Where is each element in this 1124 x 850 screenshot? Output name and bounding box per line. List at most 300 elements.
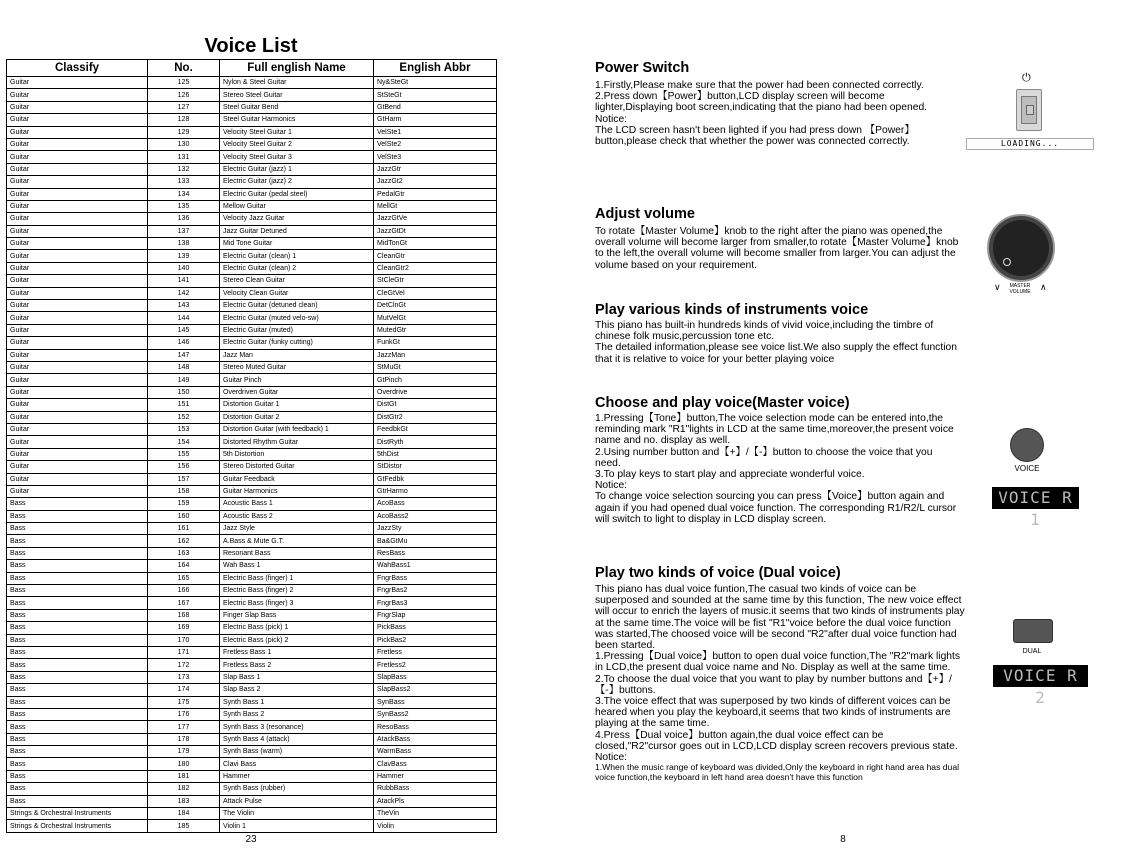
cell-abbr: ResBass <box>374 547 497 559</box>
cell-full-name: Slap Bass 2 <box>220 684 374 696</box>
cell-classify: Guitar <box>7 225 148 237</box>
cell-abbr: TheVin <box>374 808 497 820</box>
cell-full-name: A.Bass & Mute G.T. <box>220 535 374 547</box>
cell-full-name: Jazz Man <box>220 349 374 361</box>
table-row <box>7 275 497 287</box>
cell-abbr: JazzGtVe <box>374 213 497 225</box>
cell-abbr: Fretless <box>374 646 497 658</box>
table-row <box>7 436 497 448</box>
table-row <box>7 176 497 188</box>
cell-no: 159 <box>148 498 220 510</box>
cell-full-name: Distortion Guitar 1 <box>220 399 374 411</box>
table-row <box>7 238 497 250</box>
cell-classify: Guitar <box>7 262 148 274</box>
cell-abbr: WarmBass <box>374 746 497 758</box>
voice-button-icon <box>1010 428 1044 462</box>
cell-classify: Guitar <box>7 200 148 212</box>
cell-abbr: FngrSlap <box>374 609 497 621</box>
table-row <box>7 535 497 547</box>
page-number: 8 <box>840 834 846 845</box>
table-row <box>7 770 497 782</box>
lcd-loading-display: LOADING... <box>966 138 1094 150</box>
cell-abbr: CleGtVel <box>374 287 497 299</box>
cell-classify: Guitar <box>7 126 148 138</box>
cell-no: 135 <box>148 200 220 212</box>
cell-no: 139 <box>148 250 220 262</box>
cell-abbr: WahBass1 <box>374 560 497 572</box>
cell-no: 174 <box>148 684 220 696</box>
cell-classify: Guitar <box>7 250 148 262</box>
header-no: No. <box>148 60 220 77</box>
paragraph: Notice: <box>595 752 628 764</box>
cell-no: 167 <box>148 597 220 609</box>
table-row <box>7 820 497 832</box>
cell-classify: Bass <box>7 733 148 745</box>
cell-full-name: 5th Distortion <box>220 448 374 460</box>
cell-abbr: RubbBass <box>374 783 497 795</box>
volume-down-icon: ∨ <box>994 282 1001 292</box>
cell-no: 127 <box>148 101 220 113</box>
table-row <box>7 696 497 708</box>
cell-no: 132 <box>148 163 220 175</box>
cell-abbr: Overdrive <box>374 386 497 398</box>
label-line: VOLUME <box>1009 289 1031 295</box>
table-row <box>7 597 497 609</box>
cell-abbr: VelSte3 <box>374 151 497 163</box>
cell-full-name: Electric Guitar (jazz) 2 <box>220 176 374 188</box>
cell-classify: Bass <box>7 622 148 634</box>
cell-classify: Guitar <box>7 423 148 435</box>
paragraph: 3.To play keys to start play and appreciate wonderful voice. <box>595 469 865 481</box>
cell-abbr: StDistor <box>374 461 497 473</box>
cell-no: 158 <box>148 485 220 497</box>
cell-full-name: Velocity Steel Guitar 1 <box>220 126 374 138</box>
table-row <box>7 312 497 324</box>
cell-abbr: GtFedbk <box>374 473 497 485</box>
cell-abbr: StCleGtr <box>374 275 497 287</box>
cell-no: 180 <box>148 758 220 770</box>
paragraph: 3.The voice effect that was superposed by two kinds of different voices can be heared when you play the keyboard,it seems that two kinds of instruments are playing at the same time. <box>595 696 951 730</box>
table-row <box>7 622 497 634</box>
table-row <box>7 300 497 312</box>
cell-abbr: StSteGt <box>374 89 497 101</box>
cell-full-name: Distortion Guitar (with feedback) 1 <box>220 423 374 435</box>
cell-no: 153 <box>148 423 220 435</box>
cell-full-name: Electric Guitar (muted velo-sw) <box>220 312 374 324</box>
cell-classify: Bass <box>7 498 148 510</box>
cell-no: 148 <box>148 361 220 373</box>
instruments-voice-heading: Play various kinds of instruments voice <box>595 302 869 318</box>
cell-no: 172 <box>148 659 220 671</box>
cell-classify: Guitar <box>7 287 148 299</box>
cell-classify: Bass <box>7 560 148 572</box>
cell-classify: Guitar <box>7 238 148 250</box>
header-abbr: English Abbr <box>374 60 497 77</box>
cell-full-name: Resonant Bass <box>220 547 374 559</box>
cell-abbr: Violin <box>374 820 497 832</box>
cell-no: 154 <box>148 436 220 448</box>
table-row <box>7 783 497 795</box>
cell-classify: Bass <box>7 597 148 609</box>
dual-button-label: DUAL <box>1022 648 1042 655</box>
table-row <box>7 324 497 336</box>
cell-abbr: MutedGtr <box>374 324 497 336</box>
cell-full-name: Electric Guitar (detuned clean) <box>220 300 374 312</box>
cell-no: 136 <box>148 213 220 225</box>
cell-abbr: DistGt <box>374 399 497 411</box>
cell-full-name: Slap Bass 1 <box>220 671 374 683</box>
cell-abbr: AcoBass2 <box>374 510 497 522</box>
table-row <box>7 808 497 820</box>
cell-abbr: CleanGtr2 <box>374 262 497 274</box>
table-row <box>7 461 497 473</box>
cell-classify: Bass <box>7 535 148 547</box>
cell-abbr: ResoBass <box>374 721 497 733</box>
cell-no: 143 <box>148 300 220 312</box>
table-row <box>7 250 497 262</box>
table-row <box>7 138 497 150</box>
table-row <box>7 386 497 398</box>
cell-full-name: Synth Bass 4 (attack) <box>220 733 374 745</box>
table-row <box>7 733 497 745</box>
table-row <box>7 795 497 807</box>
cell-no: 144 <box>148 312 220 324</box>
table-row <box>7 361 497 373</box>
cell-no: 161 <box>148 523 220 535</box>
table-row <box>7 213 497 225</box>
table-row <box>7 547 497 559</box>
dual-button-icon <box>1013 619 1053 643</box>
cell-full-name: Stereo Steel Guitar <box>220 89 374 101</box>
cell-abbr: Ny&SteGt <box>374 77 497 89</box>
cell-no: 169 <box>148 622 220 634</box>
cell-full-name: Synth Bass 1 <box>220 696 374 708</box>
cell-classify: Guitar <box>7 312 148 324</box>
table-row <box>7 572 497 584</box>
cell-classify: Guitar <box>7 436 148 448</box>
cell-abbr: 5thDist <box>374 448 497 460</box>
table-row <box>7 89 497 101</box>
cell-no: 134 <box>148 188 220 200</box>
paragraph: This piano has built-in hundreds kinds of vivid voice,including the timbre of chinese folk music,percussion tone etc. <box>595 320 934 343</box>
cell-classify: Guitar <box>7 349 148 361</box>
table-row <box>7 399 497 411</box>
cell-abbr: MutVelGt <box>374 312 497 324</box>
cell-no: 157 <box>148 473 220 485</box>
cell-classify: Bass <box>7 696 148 708</box>
cell-no: 151 <box>148 399 220 411</box>
paragraph: The LCD screen hasn't been lighted if you had press down 【Power】button,please check that whether the power was connected correctly. <box>595 124 915 148</box>
cell-abbr: StMuGt <box>374 361 497 373</box>
cell-classify: Guitar <box>7 114 148 126</box>
instruments-voice-text <box>595 320 960 365</box>
cell-full-name: Mellow Guitar <box>220 200 374 212</box>
cell-no: 138 <box>148 238 220 250</box>
cell-classify: Guitar <box>7 188 148 200</box>
table-row <box>7 473 497 485</box>
table-row <box>7 287 497 299</box>
table-row <box>7 114 497 126</box>
cell-no: 160 <box>148 510 220 522</box>
cell-full-name: Distorted Rhythm Guitar <box>220 436 374 448</box>
cell-no: 182 <box>148 783 220 795</box>
table-row <box>7 758 497 770</box>
cell-no: 156 <box>148 461 220 473</box>
cell-classify: Guitar <box>7 485 148 497</box>
cell-full-name: Electric Bass (pick) 1 <box>220 622 374 634</box>
cell-no: 181 <box>148 770 220 782</box>
dual-voice-text <box>595 584 967 782</box>
cell-no: 183 <box>148 795 220 807</box>
cell-classify: Bass <box>7 721 148 733</box>
table-row <box>7 77 497 89</box>
cell-full-name: Nylon & Steel Guitar <box>220 77 374 89</box>
table-row <box>7 634 497 646</box>
table-row <box>7 225 497 237</box>
master-volume-knob-icon <box>987 214 1055 282</box>
choose-voice-heading: Choose and play voice(Master voice) <box>595 395 850 411</box>
cell-classify: Bass <box>7 572 148 584</box>
table-header-row <box>7 60 497 77</box>
cell-full-name: Electric Bass (finger) 1 <box>220 572 374 584</box>
cell-abbr: GtHarm <box>374 114 497 126</box>
cell-full-name: Electric Guitar (pedal steel) <box>220 188 374 200</box>
cell-classify: Bass <box>7 746 148 758</box>
cell-full-name: The Violin <box>220 808 374 820</box>
cell-no: 173 <box>148 671 220 683</box>
cell-classify: Bass <box>7 671 148 683</box>
cell-abbr: AcoBass <box>374 498 497 510</box>
cell-full-name: Distortion Guitar 2 <box>220 411 374 423</box>
cell-classify: Bass <box>7 659 148 671</box>
cell-abbr: GtrHarmo <box>374 485 497 497</box>
cell-classify: Guitar <box>7 386 148 398</box>
cell-classify: Bass <box>7 684 148 696</box>
cell-full-name: Stereo Clean Guitar <box>220 275 374 287</box>
adjust-volume-heading: Adjust volume <box>595 206 695 222</box>
cell-no: 165 <box>148 572 220 584</box>
cell-classify: Bass <box>7 547 148 559</box>
lcd-voice-r2-display: VOICE R 2 <box>993 665 1088 687</box>
cell-abbr: Hammer <box>374 770 497 782</box>
cell-full-name: Wah Bass 1 <box>220 560 374 572</box>
table-row <box>7 448 497 460</box>
cell-classify: Guitar <box>7 374 148 386</box>
cell-full-name: Steel Guitar Bend <box>220 101 374 113</box>
table-row <box>7 671 497 683</box>
cell-abbr: SlapBass2 <box>374 684 497 696</box>
table-row <box>7 609 497 621</box>
cell-no: 168 <box>148 609 220 621</box>
cell-full-name: Violin 1 <box>220 820 374 832</box>
cell-abbr: FeedbkGt <box>374 423 497 435</box>
table-row <box>7 523 497 535</box>
cell-full-name: Acoustic Bass 2 <box>220 510 374 522</box>
cell-classify: Guitar <box>7 399 148 411</box>
cell-abbr: ClavBass <box>374 758 497 770</box>
cell-abbr: SlapBass <box>374 671 497 683</box>
cell-full-name: Electric Guitar (clean) 2 <box>220 262 374 274</box>
cell-no: 164 <box>148 560 220 572</box>
cell-classify: Guitar <box>7 275 148 287</box>
power-icon: ⏻ <box>1022 72 1031 84</box>
cell-classify: Guitar <box>7 213 148 225</box>
cell-no: 175 <box>148 696 220 708</box>
cell-no: 176 <box>148 708 220 720</box>
cell-abbr: FngrBas3 <box>374 597 497 609</box>
cell-abbr: JazzSty <box>374 523 497 535</box>
power-switch-heading: Power Switch <box>595 60 690 76</box>
cell-full-name: Hammer <box>220 770 374 782</box>
table-row <box>7 101 497 113</box>
cell-no: 178 <box>148 733 220 745</box>
table-row <box>7 746 497 758</box>
cell-no: 126 <box>148 89 220 101</box>
cell-full-name: Stereo Muted Guitar <box>220 361 374 373</box>
table-row <box>7 163 497 175</box>
cell-abbr: PedalGtr <box>374 188 497 200</box>
cell-full-name: Electric Guitar (funky cutting) <box>220 337 374 349</box>
table-row <box>7 721 497 733</box>
cell-abbr: VelSte2 <box>374 138 497 150</box>
cell-abbr: CleanGtr <box>374 250 497 262</box>
cell-abbr: MellGt <box>374 200 497 212</box>
cell-full-name: Jazz Style <box>220 523 374 535</box>
cell-no: 150 <box>148 386 220 398</box>
paragraph: 2.Using number button and【+】/【-】button to choose the voice that you need. <box>595 446 933 469</box>
cell-no: 179 <box>148 746 220 758</box>
cell-no: 145 <box>148 324 220 336</box>
table-row <box>7 498 497 510</box>
cell-full-name: Synth Bass 3 (resonance) <box>220 721 374 733</box>
cell-abbr: SynBass <box>374 696 497 708</box>
table-row <box>7 151 497 163</box>
cell-full-name: Electric Guitar (clean) 1 <box>220 250 374 262</box>
table-row <box>7 646 497 658</box>
cell-classify: Bass <box>7 646 148 658</box>
dual-voice-heading: Play two kinds of voice (Dual voice) <box>595 565 841 581</box>
cell-no: 170 <box>148 634 220 646</box>
cell-classify: Bass <box>7 634 148 646</box>
cell-classify: Bass <box>7 708 148 720</box>
master-volume-label <box>1000 283 1040 295</box>
paragraph: 1.Pressing【Dual voice】button to open dual voice function,The "R2"mark lights in LCD,the present dual voice name and No. Display as well at the same time. <box>595 651 961 674</box>
cell-full-name: Electric Bass (finger) 3 <box>220 597 374 609</box>
cell-full-name: Fretless Bass 1 <box>220 646 374 658</box>
cell-classify: Guitar <box>7 176 148 188</box>
table-row <box>7 684 497 696</box>
cell-full-name: Guitar Pinch <box>220 374 374 386</box>
cell-classify: Bass <box>7 510 148 522</box>
cell-no: 125 <box>148 77 220 89</box>
voice-button-label: VOICE <box>1014 464 1040 473</box>
cell-classify: Guitar <box>7 448 148 460</box>
cell-abbr: DistGtr2 <box>374 411 497 423</box>
voice-list-title: Voice List <box>204 35 298 57</box>
power-switch-text <box>595 80 960 147</box>
cell-abbr: DetClnGt <box>374 300 497 312</box>
cell-classify: Guitar <box>7 411 148 423</box>
cell-no: 141 <box>148 275 220 287</box>
table-row <box>7 262 497 274</box>
cell-full-name: Synth Bass (warm) <box>220 746 374 758</box>
cell-abbr: Fretless2 <box>374 659 497 671</box>
paragraph: 1.Pressing【Tone】button,The voice selection mode can be entered into,the reminding mark "R1"lights in LCD at the same time,moreover,the present voice name and no. display as well. <box>595 413 954 447</box>
table-row <box>7 349 497 361</box>
cell-classify: Bass <box>7 795 148 807</box>
choose-voice-text <box>595 413 960 525</box>
paragraph: Notice: <box>595 480 628 492</box>
volume-up-icon: ∧ <box>1040 282 1047 292</box>
cell-full-name: Mid Tone Guitar <box>220 238 374 250</box>
cell-full-name: Electric Bass (pick) 2 <box>220 634 374 646</box>
voice-list-table <box>6 59 497 833</box>
cell-no: 133 <box>148 176 220 188</box>
header-full-name: Full english Name <box>220 60 374 77</box>
cell-full-name: Stereo Distorted Guitar <box>220 461 374 473</box>
cell-classify: Bass <box>7 585 148 597</box>
cell-full-name: Steel Guitar Harmonics <box>220 114 374 126</box>
cell-abbr: JazzGt2 <box>374 176 497 188</box>
paragraph: This piano has dual voice funtion,The casual two kinds of voice can be superposed and sounded at the same time by this function, The new voice effect will occur to enrich the layers of music.it seems that two kinds of instruments play at the same time.The voice will be fist "R1"voice before the dual voice function was started,The choosed voice will be second "R2"after dual voice function had been started. <box>595 584 965 652</box>
cell-classify: Guitar <box>7 461 148 473</box>
cell-classify: Guitar <box>7 337 148 349</box>
cell-full-name: Clavi Bass <box>220 758 374 770</box>
cell-full-name: Velocity Jazz Guitar <box>220 213 374 225</box>
cell-no: 152 <box>148 411 220 423</box>
voice-list-body <box>7 77 497 833</box>
cell-no: 155 <box>148 448 220 460</box>
cell-classify: Guitar <box>7 89 148 101</box>
cell-no: 146 <box>148 337 220 349</box>
cell-classify: Guitar <box>7 138 148 150</box>
cell-classify: Strings & Orchestral Instruments <box>7 808 148 820</box>
cell-abbr: Ba&GtMu <box>374 535 497 547</box>
cell-abbr: AtackBass <box>374 733 497 745</box>
paragraph: 2.To choose the dual voice that you want to play by number buttons and【+】/【-】buttons. <box>595 673 952 696</box>
cell-no: 131 <box>148 151 220 163</box>
cell-full-name: Guitar Harmonics <box>220 485 374 497</box>
header-classify: Classify <box>7 60 148 77</box>
cell-full-name: Electric Guitar (jazz) 1 <box>220 163 374 175</box>
cell-full-name: Finger Slap Bass <box>220 609 374 621</box>
cell-no: 147 <box>148 349 220 361</box>
cell-full-name: Synth Bass 2 <box>220 708 374 720</box>
table-row <box>7 374 497 386</box>
cell-classify: Guitar <box>7 473 148 485</box>
cell-full-name: Velocity Clean Guitar <box>220 287 374 299</box>
table-row <box>7 560 497 572</box>
cell-no: 171 <box>148 646 220 658</box>
cell-full-name: Acoustic Bass 1 <box>220 498 374 510</box>
paragraph: 1.Firstly,Please make sure that the power had been connected correctly. <box>595 80 924 91</box>
table-row <box>7 200 497 212</box>
adjust-volume-text <box>595 226 960 271</box>
table-row <box>7 485 497 497</box>
lcd-voice-r1-display: VOICE R 1 <box>992 487 1079 509</box>
cell-no: 142 <box>148 287 220 299</box>
paragraph: The detailed information,please see voice list.We also supply the effect function that it is relative to voice for your better playing voice <box>595 342 957 365</box>
cell-classify: Guitar <box>7 101 148 113</box>
cell-abbr: GtPinch <box>374 374 497 386</box>
paragraph: To change voice selection sourcing you can press【Voice】button again and again if you had opened dual voice function. The corresponding R1/R2/L cursor will switch to light to display in LCD display screen. <box>595 491 957 525</box>
table-row <box>7 708 497 720</box>
paragraph: Notice: <box>595 113 628 125</box>
cell-full-name: Attack Pulse <box>220 795 374 807</box>
cell-classify: Bass <box>7 770 148 782</box>
paragraph: 4.Press【Dual voice】button again,the dual voice effect can be closed,"R2"cursor goes out in LCD,LCD display screen recovers previous state. <box>595 729 958 752</box>
paragraph: 2.Press down【Power】button,LCD display screen will become lighter,Displaying boot screen,indicating that the piano had been opened. <box>595 91 928 114</box>
